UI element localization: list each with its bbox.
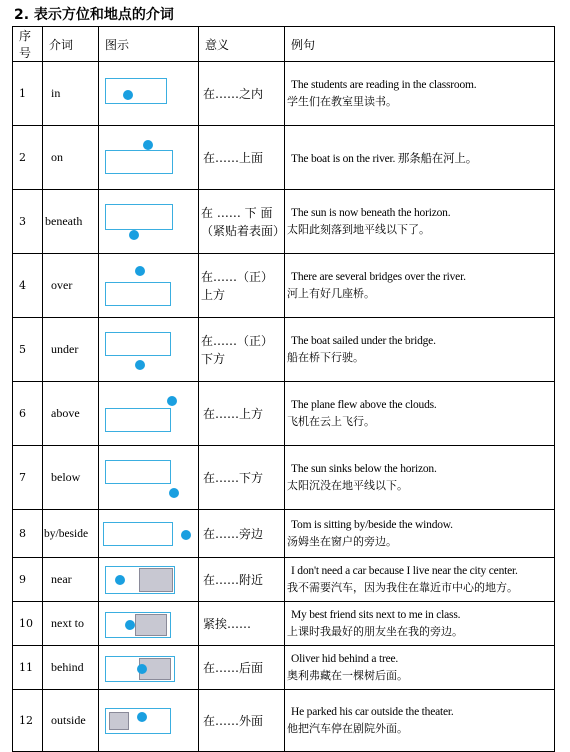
object-dot (137, 664, 147, 674)
reference-object (139, 568, 173, 592)
row-example (285, 558, 555, 602)
reference-box (105, 408, 171, 432)
reference-box (105, 150, 173, 174)
row-num: 11 (13, 646, 43, 690)
example-zh: 河上有好几座桥。 (287, 286, 375, 300)
row-meaning: 在 …… 下 面（紧贴着表面） (199, 190, 285, 254)
example-en: The plane flew above the clouds. (291, 398, 437, 411)
row-prep: next to (43, 602, 99, 646)
row-example (285, 646, 555, 690)
example-zh: 船在桥下行驶。 (287, 350, 364, 364)
diagram-beneath (99, 190, 199, 254)
header-num: 序号 (13, 27, 43, 62)
row-example (285, 446, 555, 510)
reference-object (135, 614, 167, 636)
table-row (13, 558, 555, 602)
reference-box (103, 522, 173, 546)
row-meaning: 在……附近 (199, 558, 285, 602)
example-zh: 学生们在教室里读书。 (287, 94, 397, 108)
row-meaning: 在……下方 (199, 446, 285, 510)
row-example (285, 190, 555, 254)
object-dot (137, 712, 147, 722)
row-meaning: 在……外面 (199, 690, 285, 752)
row-num: 4 (13, 254, 43, 318)
header-example: 例句 (285, 27, 555, 62)
row-example (285, 602, 555, 646)
row-prep: on (43, 126, 99, 190)
object-dot (125, 620, 135, 630)
row-num: 10 (13, 602, 43, 646)
example-en: My best friend sits next to me in class. (291, 608, 461, 621)
row-example (285, 382, 555, 446)
table-row (13, 690, 555, 752)
diagram-outside (99, 690, 199, 752)
row-prep: behind (43, 646, 99, 690)
example-en: The boat is on the river. 那条船在河上。 (291, 152, 477, 165)
table-row (13, 446, 555, 510)
reference-box (105, 204, 173, 230)
row-prep: in (43, 62, 99, 126)
example-en: I don't need a car because I live near the city center. (291, 564, 518, 577)
diagram-near (99, 558, 199, 602)
reference-box (105, 460, 171, 484)
reference-object (109, 712, 129, 730)
row-example (285, 62, 555, 126)
row-meaning: 紧挨…… (199, 602, 285, 646)
object-dot (135, 266, 145, 276)
example-zh: 汤姆坐在窗户的旁边。 (287, 534, 397, 548)
row-meaning: 在……旁边 (199, 510, 285, 558)
row-prep: by/beside (43, 510, 99, 558)
row-num: 9 (13, 558, 43, 602)
row-num: 3 (13, 190, 43, 254)
object-dot (129, 230, 139, 240)
row-prep: above (43, 382, 99, 446)
example-en: The sun sinks below the horizon. (291, 462, 437, 475)
example-en: The students are reading in the classroom. (291, 78, 477, 91)
row-prep: below (43, 446, 99, 510)
diagram-behind (99, 646, 199, 690)
diagram-under (99, 318, 199, 382)
prepositions-table (12, 26, 555, 752)
object-dot (167, 396, 177, 406)
object-dot (115, 575, 125, 585)
example-en: Oliver hid behind a tree. (291, 652, 399, 665)
diagram-by-beside (99, 510, 199, 558)
reference-box (105, 78, 167, 104)
example-zh: 我不需要汽车，因为我住在靠近市中心的地方。 (287, 580, 518, 594)
section-title: 2. 表示方位和地点的介词 (14, 7, 174, 23)
row-meaning: 在……之内 (199, 62, 285, 126)
example-en: The sun is now beneath the horizon. (291, 206, 451, 219)
table-row (13, 510, 555, 558)
row-example (285, 690, 555, 752)
diagram-on (99, 126, 199, 190)
example-en: Tom is sitting by/beside the window. (291, 518, 453, 531)
diagram-over (99, 254, 199, 318)
header-meaning: 意义 (199, 27, 285, 62)
object-dot (143, 140, 153, 150)
table-row (13, 190, 555, 254)
row-example (285, 126, 555, 190)
row-meaning: 在……上面 (199, 126, 285, 190)
table-row (13, 318, 555, 382)
header-prep: 介词 (43, 27, 99, 62)
example-zh: 太阳此刻落到地平线以下了。 (287, 222, 430, 236)
object-dot (181, 530, 191, 540)
row-prep: over (43, 254, 99, 318)
row-meaning: 在……上方 (199, 382, 285, 446)
object-dot (169, 488, 179, 498)
row-prep: outside (43, 690, 99, 752)
object-dot (135, 360, 145, 370)
header-row (13, 27, 555, 62)
row-num: 1 (13, 62, 43, 126)
object-dot (123, 90, 133, 100)
row-meaning: 在……（正）下方 (199, 318, 285, 382)
example-zh: 飞机在云上飞行。 (287, 414, 375, 428)
diagram-above (99, 382, 199, 446)
table-row (13, 382, 555, 446)
example-en: The boat sailed under the bridge. (291, 334, 436, 347)
row-meaning: 在……后面 (199, 646, 285, 690)
example-en: He parked his car outside the theater. (291, 705, 454, 718)
example-en: There are several bridges over the river. (291, 270, 466, 283)
row-num: 5 (13, 318, 43, 382)
example-zh: 太阳沉没在地平线以下。 (287, 478, 408, 492)
row-prep: under (43, 318, 99, 382)
row-example (285, 510, 555, 558)
example-zh: 他把汽车停在剧院外面。 (287, 721, 408, 735)
row-example (285, 318, 555, 382)
row-prep: beneath (43, 190, 99, 254)
diagram-in (99, 62, 199, 126)
diagram-next-to (99, 602, 199, 646)
header-pic: 图示 (99, 27, 199, 62)
row-example (285, 254, 555, 318)
row-num: 12 (13, 690, 43, 752)
table-row (13, 126, 555, 190)
table-row (13, 602, 555, 646)
example-zh: 上课时我最好的朋友坐在我的旁边。 (287, 624, 463, 638)
reference-box (105, 282, 171, 306)
row-num: 8 (13, 510, 43, 558)
table-row (13, 254, 555, 318)
diagram-below (99, 446, 199, 510)
row-num: 2 (13, 126, 43, 190)
reference-box (105, 332, 171, 356)
row-num: 6 (13, 382, 43, 446)
row-prep: near (43, 558, 99, 602)
table-row (13, 62, 555, 126)
row-meaning: 在……（正）上方 (199, 254, 285, 318)
table-row (13, 646, 555, 690)
row-num: 7 (13, 446, 43, 510)
example-zh: 奥利弗藏在一棵树后面。 (287, 668, 408, 682)
